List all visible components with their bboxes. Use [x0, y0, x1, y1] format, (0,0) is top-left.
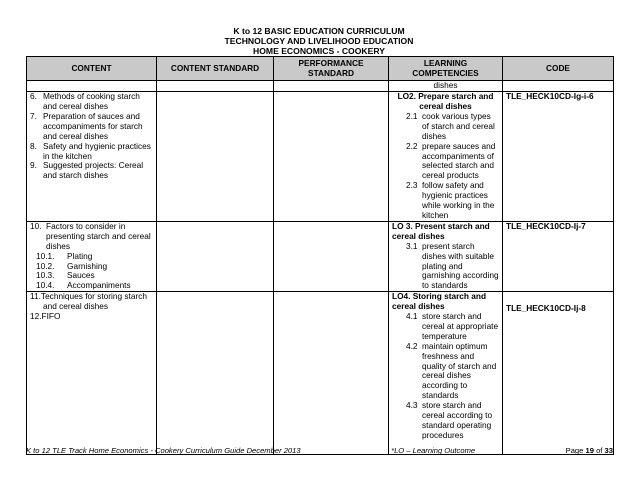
- page-footer: [26, 446, 613, 455]
- code-cell: TLE_HECK10CD-Ig-i-6: [503, 92, 614, 222]
- content-subitem: 10.4. Accompaniments: [36, 280, 131, 291]
- lo-item: 4.2 maintain optimum freshness and quality of starch and cereal dishes according to standards: [406, 340, 497, 401]
- column-header-code: CODE: [503, 57, 614, 81]
- curriculum-table: [26, 56, 614, 455]
- footer-legend: *LO – Learning Outcome: [391, 446, 476, 455]
- performance-standard-cell: [274, 221, 389, 291]
- code-cell: TLE_HECK10CD-Ij-8: [503, 292, 614, 455]
- content-item: 6. Methods of cooking starch and cereal dishes: [30, 91, 140, 111]
- lo-title: LO4. Storing starch and cereal dishes: [392, 291, 487, 312]
- content-subitem: 10.2. Garnishing: [36, 260, 108, 271]
- content-subitem: 10.3. Sauces: [36, 270, 95, 281]
- header-line-2: TECHNOLOGY AND LIVELIHOOD EDUCATION: [224, 36, 414, 46]
- column-header-content: CONTENT: [27, 57, 157, 81]
- table-row: [27, 292, 614, 455]
- lo-item: 2.3 follow safety and hygienic practices while working in the kitchen: [406, 180, 495, 220]
- content-item: 10. Factors to consider in presenting starch and cereal dishes: [30, 220, 151, 251]
- learning-competencies-cell: [389, 292, 503, 455]
- lo-item: 3.1 present starch dishes with suitable plating and garnishing according to standards: [406, 240, 499, 291]
- content-subitem: 10.1. Plating: [36, 250, 93, 261]
- table-row-continuation: [27, 81, 614, 92]
- content-line: 12.FIFO: [30, 311, 61, 322]
- column-header-learning-competencies: LEARNING COMPETENCIES: [389, 57, 503, 81]
- code-cell: TLE_HECK10CD-Ij-7: [503, 221, 614, 291]
- table-header-row: [27, 57, 614, 81]
- learning-competencies-cell: [389, 92, 503, 222]
- page-number: Page 19 of 33: [565, 446, 613, 455]
- content-item: 8. Safety and hygienic practices in the kitchen: [30, 140, 151, 161]
- performance-standard-cell: [274, 92, 389, 222]
- continued-text: dishes: [389, 81, 503, 92]
- header-line-3: HOME ECONOMICS - COOKERY: [253, 46, 385, 56]
- performance-standard-cell: [274, 292, 389, 455]
- content-line: and cereal dishes: [43, 301, 109, 312]
- column-header-content-standard: CONTENT STANDARD: [157, 57, 274, 81]
- content-item: 7. Preparation of sauces and accompaniments for starch and cereal dishes: [30, 110, 143, 141]
- lo-title: LO 3. Present starch and cereal dishes: [392, 220, 490, 241]
- footer-document-title: K to 12 TLE Track Home Economics - Cookery Curriculum Guide December 2013: [26, 446, 301, 455]
- lo-item: 4.3 store starch and cereal according to standard operating procedures: [406, 400, 493, 440]
- header-line-1: K to 12 BASIC EDUCATION CURRICULUM: [233, 26, 405, 36]
- content-standard-cell: [157, 92, 274, 222]
- document-header: [0, 26, 638, 56]
- lo-item: 2.2 prepare sauces and accompaniments of selected starch and cereal products: [406, 140, 496, 181]
- content-cell: [27, 92, 157, 222]
- content-cell: [27, 292, 157, 455]
- content-cell: [27, 221, 157, 291]
- content-item: 9. Suggested projects: Cereal and starch dishes: [30, 160, 144, 181]
- content-line: 11.Techniques for storing starch: [30, 291, 147, 302]
- lo-item: 4.1 store starch and cereal at appropriate temperature: [406, 311, 499, 341]
- content-standard-cell: [157, 221, 274, 291]
- learning-competencies-cell: [389, 221, 503, 291]
- column-header-performance-standard: PERFORMANCE STANDARD: [274, 57, 389, 81]
- table-row: [27, 92, 614, 222]
- lo-item: 2.1 cook various types of starch and cereal dishes: [406, 110, 495, 141]
- table-row: [27, 221, 614, 291]
- content-standard-cell: [157, 292, 274, 455]
- lo-title: LO2. Prepare starch and cereal dishes: [397, 91, 494, 111]
